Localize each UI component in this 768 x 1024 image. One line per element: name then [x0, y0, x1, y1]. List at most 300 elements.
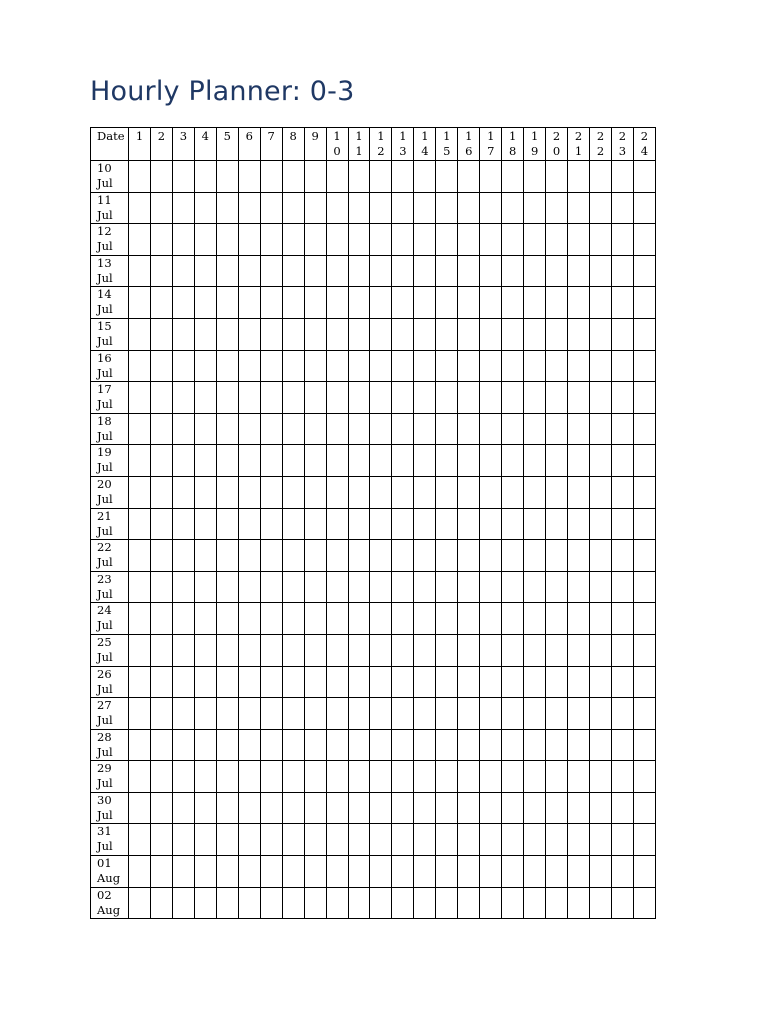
hour-cell[interactable]: [611, 318, 633, 350]
hour-cell[interactable]: [150, 508, 172, 540]
hour-cell[interactable]: [304, 192, 326, 224]
hour-cell[interactable]: [590, 824, 612, 856]
hour-cell[interactable]: [633, 224, 655, 256]
hour-cell[interactable]: [480, 224, 502, 256]
hour-cell[interactable]: [282, 571, 304, 603]
hour-cell[interactable]: [370, 255, 392, 287]
hour-cell[interactable]: [392, 161, 414, 193]
hour-cell[interactable]: [414, 161, 436, 193]
hour-cell[interactable]: [611, 508, 633, 540]
hour-cell[interactable]: [480, 761, 502, 793]
hour-cell[interactable]: [611, 634, 633, 666]
hour-cell[interactable]: [392, 824, 414, 856]
hour-cell[interactable]: [436, 729, 458, 761]
hour-cell[interactable]: [194, 666, 216, 698]
hour-cell[interactable]: [590, 224, 612, 256]
hour-cell[interactable]: [282, 508, 304, 540]
hour-cell[interactable]: [458, 792, 480, 824]
hour-cell[interactable]: [370, 634, 392, 666]
hour-cell[interactable]: [304, 508, 326, 540]
hour-cell[interactable]: [238, 161, 260, 193]
hour-cell[interactable]: [414, 287, 436, 319]
hour-cell[interactable]: [502, 729, 524, 761]
hour-cell[interactable]: [172, 224, 194, 256]
hour-cell[interactable]: [172, 476, 194, 508]
hour-cell[interactable]: [633, 887, 655, 919]
hour-cell[interactable]: [568, 571, 590, 603]
hour-cell[interactable]: [370, 603, 392, 635]
hour-cell[interactable]: [348, 224, 370, 256]
hour-cell[interactable]: [326, 161, 348, 193]
hour-cell[interactable]: [502, 571, 524, 603]
hour-cell[interactable]: [326, 666, 348, 698]
hour-cell[interactable]: [304, 540, 326, 572]
hour-cell[interactable]: [129, 540, 151, 572]
hour-cell[interactable]: [590, 603, 612, 635]
hour-cell[interactable]: [611, 856, 633, 888]
hour-cell[interactable]: [216, 255, 238, 287]
hour-cell[interactable]: [129, 698, 151, 730]
hour-cell[interactable]: [348, 698, 370, 730]
hour-cell[interactable]: [436, 508, 458, 540]
hour-cell[interactable]: [392, 792, 414, 824]
hour-cell[interactable]: [546, 224, 568, 256]
hour-cell[interactable]: [546, 476, 568, 508]
hour-cell[interactable]: [568, 792, 590, 824]
hour-cell[interactable]: [458, 476, 480, 508]
hour-cell[interactable]: [546, 255, 568, 287]
hour-cell[interactable]: [304, 761, 326, 793]
hour-cell[interactable]: [282, 413, 304, 445]
hour-cell[interactable]: [546, 666, 568, 698]
hour-cell[interactable]: [546, 508, 568, 540]
hour-cell[interactable]: [370, 161, 392, 193]
hour-cell[interactable]: [633, 698, 655, 730]
hour-cell[interactable]: [348, 287, 370, 319]
hour-cell[interactable]: [392, 192, 414, 224]
hour-cell[interactable]: [414, 192, 436, 224]
hour-cell[interactable]: [129, 476, 151, 508]
hour-cell[interactable]: [568, 634, 590, 666]
hour-cell[interactable]: [194, 476, 216, 508]
hour-cell[interactable]: [502, 413, 524, 445]
hour-cell[interactable]: [414, 634, 436, 666]
hour-cell[interactable]: [524, 508, 546, 540]
hour-cell[interactable]: [568, 255, 590, 287]
hour-cell[interactable]: [216, 571, 238, 603]
hour-cell[interactable]: [282, 856, 304, 888]
hour-cell[interactable]: [568, 856, 590, 888]
hour-cell[interactable]: [348, 255, 370, 287]
hour-cell[interactable]: [129, 761, 151, 793]
hour-cell[interactable]: [480, 887, 502, 919]
hour-cell[interactable]: [524, 856, 546, 888]
hour-cell[interactable]: [414, 792, 436, 824]
hour-cell[interactable]: [392, 571, 414, 603]
hour-cell[interactable]: [129, 508, 151, 540]
hour-cell[interactable]: [524, 382, 546, 414]
hour-cell[interactable]: [150, 824, 172, 856]
hour-cell[interactable]: [260, 192, 282, 224]
hour-cell[interactable]: [129, 887, 151, 919]
hour-cell[interactable]: [348, 824, 370, 856]
hour-cell[interactable]: [260, 761, 282, 793]
hour-cell[interactable]: [611, 413, 633, 445]
hour-cell[interactable]: [568, 413, 590, 445]
hour-cell[interactable]: [524, 161, 546, 193]
hour-cell[interactable]: [392, 350, 414, 382]
hour-cell[interactable]: [524, 698, 546, 730]
hour-cell[interactable]: [238, 666, 260, 698]
hour-cell[interactable]: [348, 571, 370, 603]
hour-cell[interactable]: [414, 856, 436, 888]
hour-cell[interactable]: [326, 382, 348, 414]
hour-cell[interactable]: [150, 224, 172, 256]
hour-cell[interactable]: [238, 445, 260, 477]
hour-cell[interactable]: [129, 161, 151, 193]
hour-cell[interactable]: [326, 318, 348, 350]
hour-cell[interactable]: [436, 540, 458, 572]
hour-cell[interactable]: [502, 508, 524, 540]
hour-cell[interactable]: [260, 856, 282, 888]
hour-cell[interactable]: [304, 603, 326, 635]
hour-cell[interactable]: [524, 824, 546, 856]
hour-cell[interactable]: [260, 666, 282, 698]
hour-cell[interactable]: [260, 887, 282, 919]
hour-cell[interactable]: [436, 224, 458, 256]
hour-cell[interactable]: [238, 287, 260, 319]
hour-cell[interactable]: [480, 192, 502, 224]
hour-cell[interactable]: [458, 887, 480, 919]
hour-cell[interactable]: [194, 603, 216, 635]
hour-cell[interactable]: [436, 698, 458, 730]
hour-cell[interactable]: [458, 508, 480, 540]
hour-cell[interactable]: [392, 255, 414, 287]
hour-cell[interactable]: [260, 445, 282, 477]
hour-cell[interactable]: [436, 571, 458, 603]
hour-cell[interactable]: [590, 887, 612, 919]
hour-cell[interactable]: [348, 603, 370, 635]
hour-cell[interactable]: [546, 887, 568, 919]
hour-cell[interactable]: [260, 350, 282, 382]
hour-cell[interactable]: [216, 666, 238, 698]
hour-cell[interactable]: [172, 350, 194, 382]
hour-cell[interactable]: [370, 445, 392, 477]
hour-cell[interactable]: [260, 476, 282, 508]
hour-cell[interactable]: [502, 603, 524, 635]
hour-cell[interactable]: [480, 382, 502, 414]
hour-cell[interactable]: [414, 255, 436, 287]
hour-cell[interactable]: [414, 382, 436, 414]
hour-cell[interactable]: [392, 508, 414, 540]
hour-cell[interactable]: [194, 540, 216, 572]
hour-cell[interactable]: [216, 634, 238, 666]
hour-cell[interactable]: [129, 318, 151, 350]
hour-cell[interactable]: [633, 445, 655, 477]
hour-cell[interactable]: [414, 698, 436, 730]
hour-cell[interactable]: [524, 887, 546, 919]
hour-cell[interactable]: [524, 540, 546, 572]
hour-cell[interactable]: [304, 161, 326, 193]
hour-cell[interactable]: [326, 476, 348, 508]
hour-cell[interactable]: [194, 224, 216, 256]
hour-cell[interactable]: [129, 824, 151, 856]
hour-cell[interactable]: [436, 161, 458, 193]
hour-cell[interactable]: [150, 698, 172, 730]
hour-cell[interactable]: [458, 255, 480, 287]
hour-cell[interactable]: [370, 761, 392, 793]
hour-cell[interactable]: [568, 540, 590, 572]
hour-cell[interactable]: [304, 698, 326, 730]
hour-cell[interactable]: [194, 824, 216, 856]
hour-cell[interactable]: [458, 318, 480, 350]
hour-cell[interactable]: [260, 161, 282, 193]
hour-cell[interactable]: [392, 634, 414, 666]
hour-cell[interactable]: [238, 224, 260, 256]
hour-cell[interactable]: [194, 445, 216, 477]
hour-cell[interactable]: [568, 318, 590, 350]
hour-cell[interactable]: [216, 476, 238, 508]
hour-cell[interactable]: [194, 318, 216, 350]
hour-cell[interactable]: [524, 255, 546, 287]
hour-cell[interactable]: [633, 571, 655, 603]
hour-cell[interactable]: [546, 413, 568, 445]
hour-cell[interactable]: [194, 350, 216, 382]
hour-cell[interactable]: [150, 318, 172, 350]
hour-cell[interactable]: [502, 255, 524, 287]
hour-cell[interactable]: [590, 729, 612, 761]
hour-cell[interactable]: [282, 192, 304, 224]
hour-cell[interactable]: [348, 413, 370, 445]
hour-cell[interactable]: [590, 634, 612, 666]
hour-cell[interactable]: [590, 508, 612, 540]
hour-cell[interactable]: [436, 887, 458, 919]
hour-cell[interactable]: [611, 445, 633, 477]
hour-cell[interactable]: [216, 729, 238, 761]
hour-cell[interactable]: [611, 792, 633, 824]
hour-cell[interactable]: [436, 192, 458, 224]
hour-cell[interactable]: [633, 666, 655, 698]
hour-cell[interactable]: [392, 540, 414, 572]
hour-cell[interactable]: [458, 413, 480, 445]
hour-cell[interactable]: [414, 729, 436, 761]
hour-cell[interactable]: [194, 382, 216, 414]
hour-cell[interactable]: [480, 634, 502, 666]
hour-cell[interactable]: [150, 603, 172, 635]
hour-cell[interactable]: [480, 571, 502, 603]
hour-cell[interactable]: [611, 887, 633, 919]
hour-cell[interactable]: [590, 792, 612, 824]
hour-cell[interactable]: [611, 350, 633, 382]
hour-cell[interactable]: [502, 318, 524, 350]
hour-cell[interactable]: [370, 571, 392, 603]
hour-cell[interactable]: [436, 761, 458, 793]
hour-cell[interactable]: [304, 856, 326, 888]
hour-cell[interactable]: [260, 508, 282, 540]
hour-cell[interactable]: [458, 382, 480, 414]
hour-cell[interactable]: [546, 729, 568, 761]
hour-cell[interactable]: [172, 255, 194, 287]
hour-cell[interactable]: [502, 161, 524, 193]
hour-cell[interactable]: [480, 508, 502, 540]
hour-cell[interactable]: [348, 445, 370, 477]
hour-cell[interactable]: [414, 350, 436, 382]
hour-cell[interactable]: [458, 824, 480, 856]
hour-cell[interactable]: [216, 350, 238, 382]
hour-cell[interactable]: [150, 287, 172, 319]
hour-cell[interactable]: [590, 761, 612, 793]
hour-cell[interactable]: [282, 887, 304, 919]
hour-cell[interactable]: [611, 666, 633, 698]
hour-cell[interactable]: [216, 540, 238, 572]
hour-cell[interactable]: [414, 761, 436, 793]
hour-cell[interactable]: [611, 382, 633, 414]
hour-cell[interactable]: [326, 729, 348, 761]
hour-cell[interactable]: [348, 887, 370, 919]
hour-cell[interactable]: [414, 476, 436, 508]
hour-cell[interactable]: [502, 761, 524, 793]
hour-cell[interactable]: [194, 192, 216, 224]
hour-cell[interactable]: [216, 856, 238, 888]
hour-cell[interactable]: [458, 540, 480, 572]
hour-cell[interactable]: [304, 571, 326, 603]
hour-cell[interactable]: [172, 413, 194, 445]
hour-cell[interactable]: [480, 255, 502, 287]
hour-cell[interactable]: [348, 856, 370, 888]
hour-cell[interactable]: [546, 382, 568, 414]
hour-cell[interactable]: [590, 571, 612, 603]
hour-cell[interactable]: [282, 350, 304, 382]
hour-cell[interactable]: [524, 445, 546, 477]
hour-cell[interactable]: [238, 382, 260, 414]
hour-cell[interactable]: [304, 350, 326, 382]
hour-cell[interactable]: [150, 192, 172, 224]
hour-cell[interactable]: [568, 350, 590, 382]
hour-cell[interactable]: [216, 887, 238, 919]
hour-cell[interactable]: [436, 824, 458, 856]
hour-cell[interactable]: [172, 603, 194, 635]
hour-cell[interactable]: [568, 445, 590, 477]
hour-cell[interactable]: [611, 698, 633, 730]
hour-cell[interactable]: [370, 476, 392, 508]
hour-cell[interactable]: [502, 856, 524, 888]
hour-cell[interactable]: [633, 413, 655, 445]
hour-cell[interactable]: [129, 350, 151, 382]
hour-cell[interactable]: [194, 698, 216, 730]
hour-cell[interactable]: [370, 729, 392, 761]
hour-cell[interactable]: [436, 792, 458, 824]
hour-cell[interactable]: [611, 287, 633, 319]
hour-cell[interactable]: [524, 729, 546, 761]
hour-cell[interactable]: [150, 382, 172, 414]
hour-cell[interactable]: [326, 887, 348, 919]
hour-cell[interactable]: [172, 445, 194, 477]
hour-cell[interactable]: [326, 255, 348, 287]
hour-cell[interactable]: [436, 476, 458, 508]
hour-cell[interactable]: [568, 224, 590, 256]
hour-cell[interactable]: [129, 445, 151, 477]
hour-cell[interactable]: [546, 445, 568, 477]
hour-cell[interactable]: [524, 287, 546, 319]
hour-cell[interactable]: [216, 792, 238, 824]
hour-cell[interactable]: [611, 824, 633, 856]
hour-cell[interactable]: [436, 382, 458, 414]
hour-cell[interactable]: [458, 192, 480, 224]
hour-cell[interactable]: [524, 192, 546, 224]
hour-cell[interactable]: [633, 761, 655, 793]
hour-cell[interactable]: [370, 382, 392, 414]
hour-cell[interactable]: [458, 350, 480, 382]
hour-cell[interactable]: [304, 729, 326, 761]
hour-cell[interactable]: [238, 634, 260, 666]
hour-cell[interactable]: [260, 729, 282, 761]
hour-cell[interactable]: [568, 192, 590, 224]
hour-cell[interactable]: [304, 476, 326, 508]
hour-cell[interactable]: [546, 634, 568, 666]
hour-cell[interactable]: [480, 729, 502, 761]
hour-cell[interactable]: [282, 318, 304, 350]
hour-cell[interactable]: [458, 729, 480, 761]
hour-cell[interactable]: [348, 761, 370, 793]
hour-cell[interactable]: [633, 382, 655, 414]
hour-cell[interactable]: [611, 476, 633, 508]
hour-cell[interactable]: [568, 729, 590, 761]
hour-cell[interactable]: [590, 350, 612, 382]
hour-cell[interactable]: [326, 540, 348, 572]
hour-cell[interactable]: [480, 603, 502, 635]
hour-cell[interactable]: [150, 887, 172, 919]
hour-cell[interactable]: [370, 887, 392, 919]
hour-cell[interactable]: [326, 571, 348, 603]
hour-cell[interactable]: [150, 571, 172, 603]
hour-cell[interactable]: [326, 824, 348, 856]
hour-cell[interactable]: [546, 856, 568, 888]
hour-cell[interactable]: [502, 476, 524, 508]
hour-cell[interactable]: [370, 856, 392, 888]
hour-cell[interactable]: [480, 287, 502, 319]
hour-cell[interactable]: [590, 255, 612, 287]
hour-cell[interactable]: [150, 634, 172, 666]
hour-cell[interactable]: [260, 824, 282, 856]
hour-cell[interactable]: [502, 792, 524, 824]
hour-cell[interactable]: [590, 318, 612, 350]
hour-cell[interactable]: [370, 192, 392, 224]
hour-cell[interactable]: [348, 350, 370, 382]
hour-cell[interactable]: [282, 666, 304, 698]
hour-cell[interactable]: [480, 666, 502, 698]
hour-cell[interactable]: [194, 792, 216, 824]
hour-cell[interactable]: [282, 476, 304, 508]
hour-cell[interactable]: [502, 192, 524, 224]
hour-cell[interactable]: [458, 761, 480, 793]
hour-cell[interactable]: [282, 824, 304, 856]
hour-cell[interactable]: [304, 634, 326, 666]
hour-cell[interactable]: [611, 603, 633, 635]
hour-cell[interactable]: [524, 603, 546, 635]
hour-cell[interactable]: [150, 856, 172, 888]
hour-cell[interactable]: [238, 761, 260, 793]
hour-cell[interactable]: [326, 603, 348, 635]
hour-cell[interactable]: [304, 666, 326, 698]
hour-cell[interactable]: [524, 476, 546, 508]
hour-cell[interactable]: [546, 287, 568, 319]
hour-cell[interactable]: [546, 824, 568, 856]
hour-cell[interactable]: [172, 792, 194, 824]
hour-cell[interactable]: [194, 287, 216, 319]
hour-cell[interactable]: [590, 540, 612, 572]
hour-cell[interactable]: [282, 255, 304, 287]
hour-cell[interactable]: [546, 350, 568, 382]
